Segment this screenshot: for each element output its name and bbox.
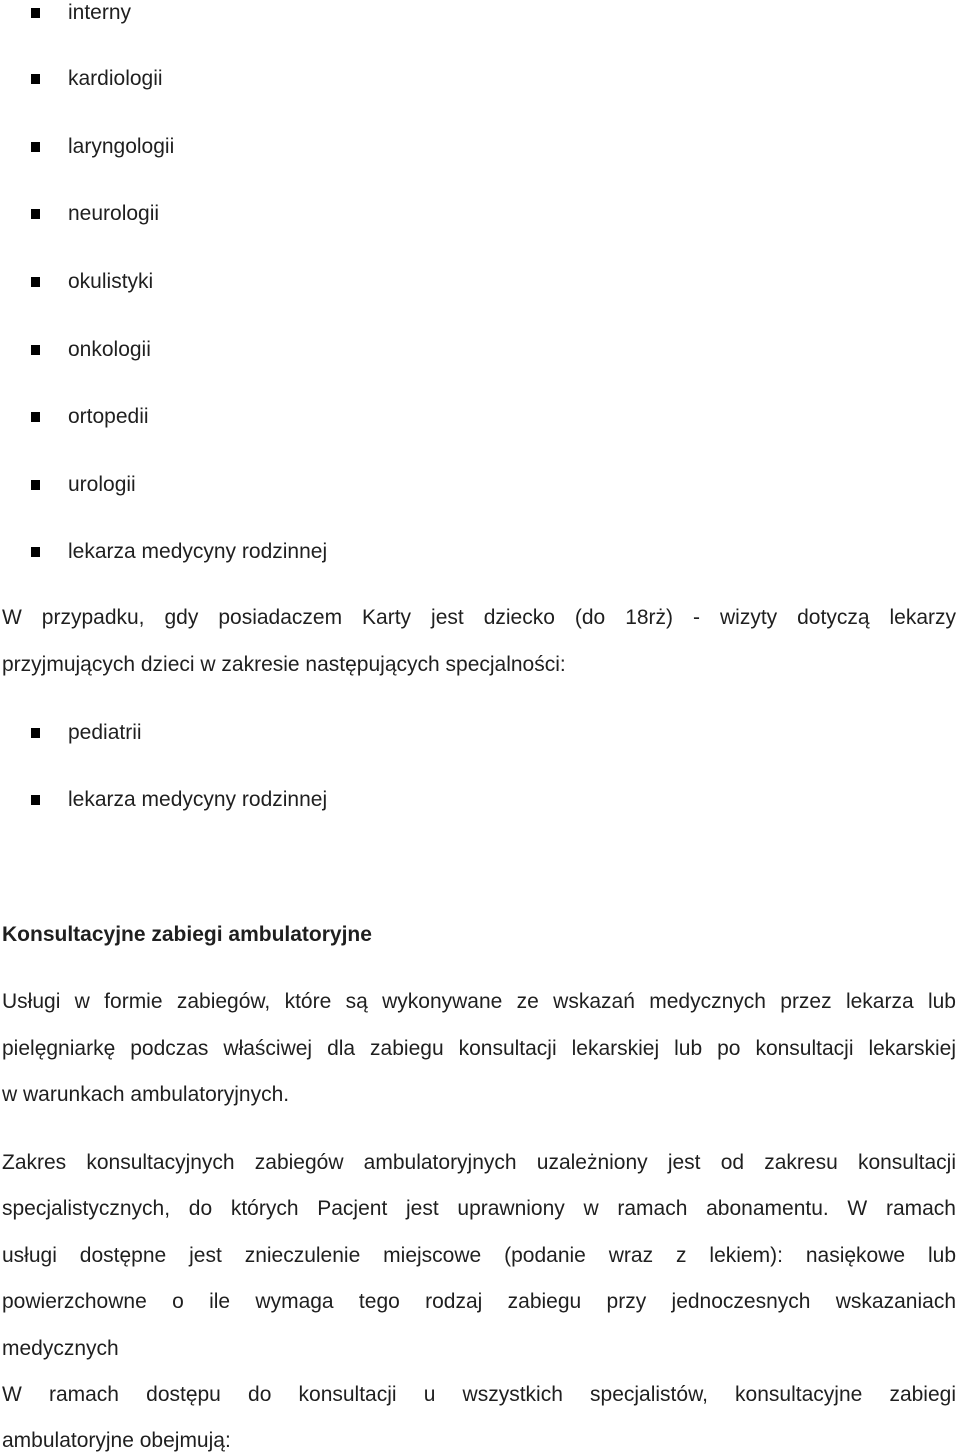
- paragraph-line: Usługi w formie zabiegów, które są wykonywane ze wskazań medycznych przez lekarza lub: [2, 990, 956, 1013]
- list-item-text: urologii: [68, 473, 136, 496]
- list-item-text: ortopedii: [68, 405, 149, 428]
- square-bullet-icon: [31, 728, 40, 738]
- list-item-text: interny: [68, 1, 132, 24]
- list-item: [0, 0, 960, 30]
- list-item-text: lekarza medycyny rodzinnej: [68, 788, 328, 811]
- list-item-text: pediatrii: [68, 721, 142, 744]
- list-item: [0, 134, 960, 164]
- paragraph-line: Zakres konsultacyjnych zabiegów ambulatoryjnych uzależniony jest od zakresu konsultacji: [2, 1151, 956, 1174]
- list-item-text: onkologii: [68, 338, 151, 361]
- list-item: [0, 269, 960, 299]
- square-bullet-icon: [31, 345, 40, 355]
- paragraph-line: medycznych: [2, 1337, 119, 1360]
- square-bullet-icon: [31, 277, 40, 287]
- square-bullet-icon: [31, 142, 40, 152]
- section-heading: Konsultacyjne zabiegi ambulatoryjne: [2, 923, 372, 946]
- paragraph-line: W ramach dostępu do konsultacji u wszystkich specjalistów, konsultacyjne zabiegi: [2, 1383, 956, 1406]
- list-item: [0, 787, 960, 817]
- square-bullet-icon: [31, 8, 40, 18]
- list-item-text: lekarza medycyny rodzinnej: [68, 540, 328, 563]
- square-bullet-icon: [31, 547, 40, 557]
- paragraph-line: powierzchowne o ile wymaga tego rodzaj zabiegu przy jednoczesnych wskazaniach: [2, 1290, 956, 1313]
- paragraph-line: specjalistycznych, do których Pacjent jest uprawniony w ramach abonamentu. W ramach: [2, 1197, 956, 1220]
- square-bullet-icon: [31, 480, 40, 490]
- list-item: [0, 201, 960, 231]
- square-bullet-icon: [31, 209, 40, 219]
- paragraph-line: usługi dostępne jest znieczulenie miejscowe (podanie wraz z lekiem): nasiękowe lub: [2, 1244, 956, 1267]
- paragraph-line: W przypadku, gdy posiadaczem Karty jest dziecko (do 18rż) - wizyty dotyczą lekarzy: [2, 606, 956, 629]
- square-bullet-icon: [31, 74, 40, 84]
- list-item: [0, 539, 960, 569]
- list-item: [0, 404, 960, 434]
- list-item-text: laryngologii: [68, 135, 175, 158]
- paragraph-line: pielęgniarkę podczas właściwej dla zabiegu konsultacji lekarskiej lub po konsultacji lekarskiej: [2, 1037, 956, 1060]
- list-item-text: kardiologii: [68, 67, 163, 90]
- list-item: [0, 720, 960, 750]
- paragraph-line: w warunkach ambulatoryjnych.: [2, 1083, 290, 1106]
- paragraph-line: ambulatoryjne obejmują:: [2, 1429, 231, 1452]
- list-item: [0, 337, 960, 367]
- list-item-text: neurologii: [68, 202, 160, 225]
- paragraph-line: przyjmujących dzieci w zakresie następujących specjalności:: [2, 653, 566, 676]
- list-item-text: okulistyki: [68, 270, 154, 293]
- square-bullet-icon: [31, 795, 40, 805]
- square-bullet-icon: [31, 412, 40, 422]
- list-item: [0, 66, 960, 96]
- list-item: [0, 472, 960, 502]
